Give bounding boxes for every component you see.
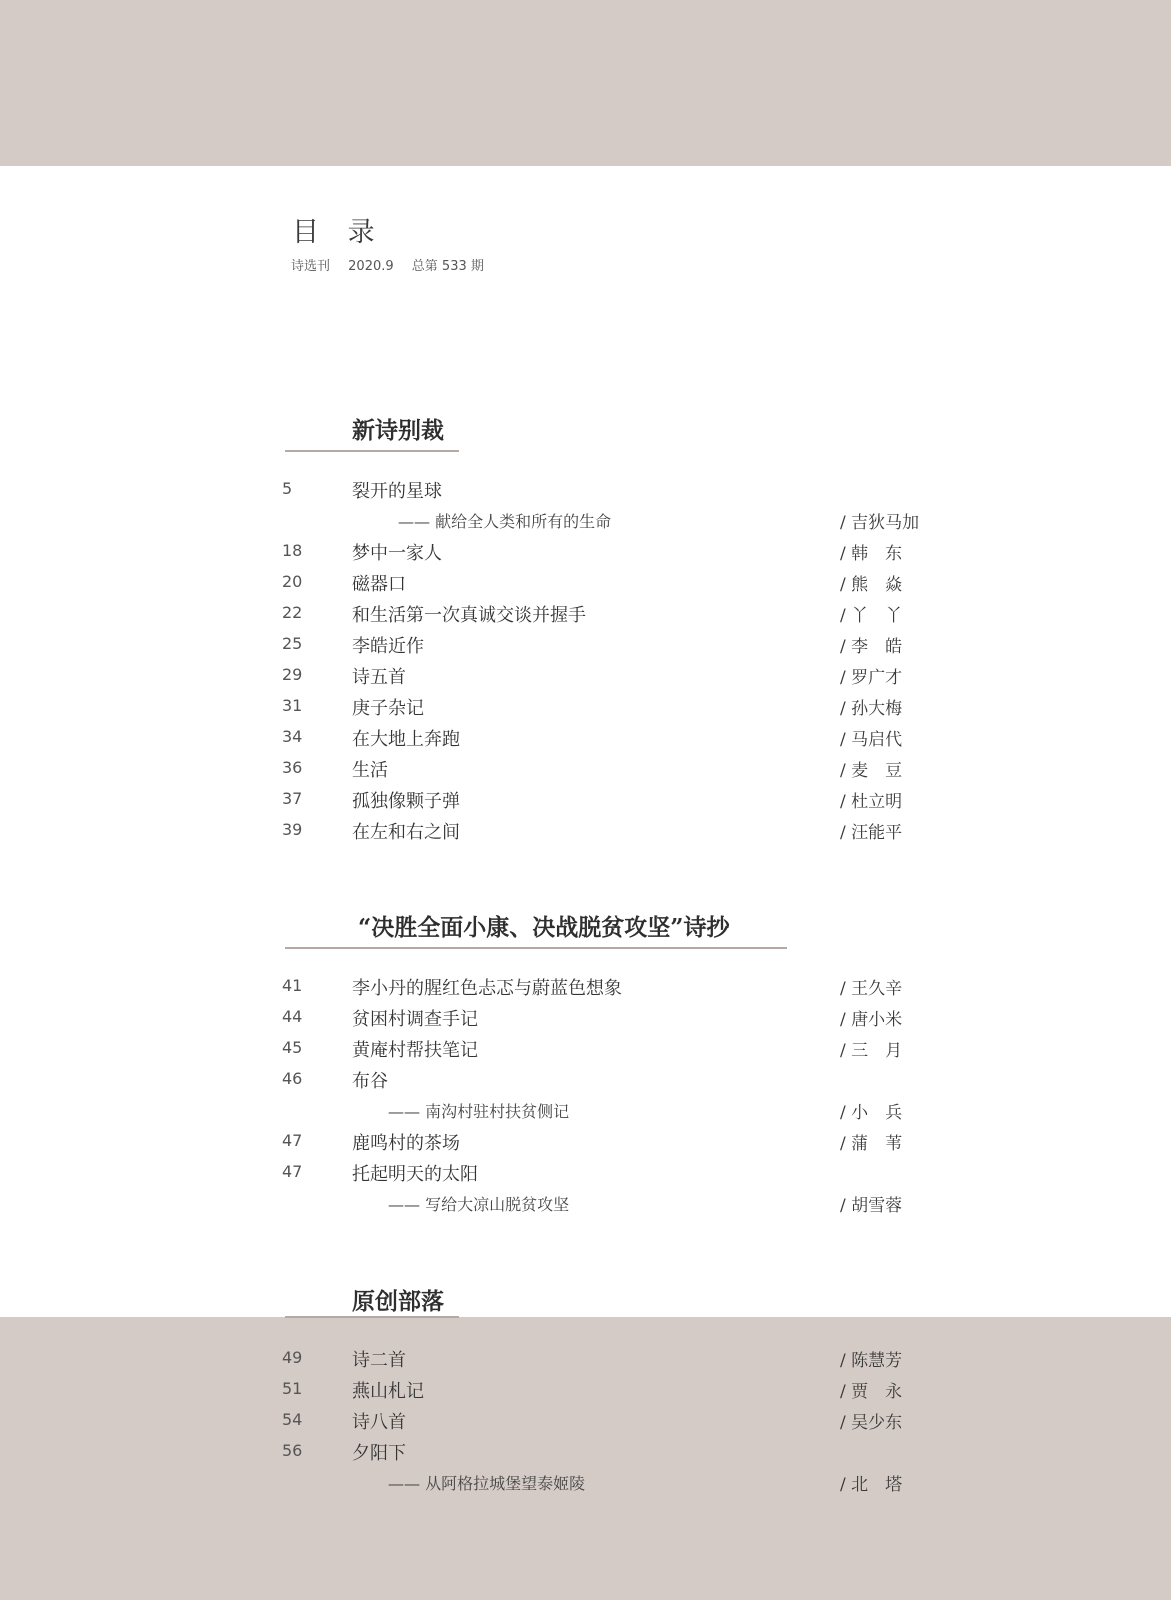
entry-title: 生活 [352,760,388,781]
entry-title: 燕山札记 [352,1381,424,1402]
entry-author: / 丫 丫 [840,606,903,626]
entry-subtitle: —— 献给全人类和所有的生命 [398,512,612,531]
entry-author: / 陈慧芳 [840,1351,903,1371]
entry-author: / 贾 永 [840,1382,903,1402]
section-title: “决胜全面小康、决战脱贫攻坚”诗抄 [358,914,730,941]
entry-author: / 罗广才 [840,668,903,688]
page-number: 20 [282,572,303,591]
entry-author: / 吉狄马加 [840,513,920,533]
toc-entry[interactable] [0,974,1171,1002]
entry-author: / 蒲 苇 [840,1134,903,1154]
entry-title: 托起明天的太阳 [352,1164,478,1185]
page-number: 44 [282,1007,303,1026]
entry-title: 磁器口 [352,574,406,595]
toc-entry[interactable] [0,1160,1171,1188]
page-number: 45 [282,1038,303,1057]
toc-entry[interactable] [0,1377,1171,1405]
toc-entry[interactable] [0,1408,1171,1436]
page-number: 31 [282,696,303,715]
section-title: 新诗别裁 [352,417,444,444]
toc-entry[interactable] [0,539,1171,567]
entry-author: / 三 月 [840,1041,903,1061]
page-number: 29 [282,665,303,684]
toc-entry[interactable] [0,1005,1171,1033]
page-number: 51 [282,1379,303,1398]
page-number: 25 [282,634,303,653]
entry-title: 在大地上奔跑 [352,729,460,750]
entry-title: 贫困村调查手记 [352,1009,478,1030]
toc-entry-subtitle-row [0,1191,1171,1219]
toc-entry[interactable] [0,1036,1171,1064]
page-number: 47 [282,1131,303,1150]
entry-title: 夕阳下 [352,1443,406,1464]
toc-entry[interactable] [0,663,1171,691]
page-number: 46 [282,1069,303,1088]
toc-entry[interactable] [0,570,1171,598]
toc-entry[interactable] [0,1439,1171,1467]
entry-author: / 杜立明 [840,792,903,812]
section-title: 原创部落 [352,1288,444,1315]
entry-author: / 唐小米 [840,1010,903,1030]
toc-entry[interactable] [0,601,1171,629]
page-number: 37 [282,789,303,808]
entry-author: / 王久辛 [840,979,903,999]
entry-author: / 胡雪蓉 [840,1196,903,1216]
issue-date: 2020.9 [348,259,394,274]
toc-entry-subtitle-row [0,508,1171,536]
entry-author: / 李 皓 [840,637,903,657]
entry-author: / 汪能平 [840,823,903,843]
page-title: 目 录 [292,217,385,248]
entry-title: 裂开的星球 [352,481,442,502]
issue-info [291,255,498,274]
section-rule [285,947,787,949]
entry-author: / 小 兵 [840,1103,903,1123]
entry-title: 诗二首 [352,1350,406,1371]
page-number: 56 [282,1441,303,1460]
entry-title: 诗五首 [352,667,406,688]
page-number: 47 [282,1162,303,1181]
entry-title: 李小丹的腥红色忐忑与蔚蓝色想象 [352,978,622,999]
toc-entry[interactable] [0,1129,1171,1157]
entry-author: / 孙大梅 [840,699,903,719]
page-number: 36 [282,758,303,777]
entry-title: 在左和右之间 [352,822,460,843]
entry-title: 和生活第一次真诚交谈并握手 [352,605,586,626]
entry-author: / 吴少东 [840,1413,903,1433]
entry-author: / 马启代 [840,730,903,750]
issue-total: 总第 533 期 [411,259,484,274]
entry-title: 梦中一家人 [352,543,442,564]
entry-title: 布谷 [352,1071,388,1092]
magazine-name: 诗选刊 [291,259,331,274]
entry-author: / 韩 东 [840,544,903,564]
entry-title: 鹿鸣村的茶场 [352,1133,460,1154]
toc-entry[interactable] [0,818,1171,846]
entry-title: 李皓近作 [352,636,424,657]
toc-entry[interactable] [0,756,1171,784]
section-rule [285,1316,459,1318]
page-number: 49 [282,1348,303,1367]
toc-entry[interactable] [0,725,1171,753]
page-number: 41 [282,976,303,995]
toc-entry-subtitle-row [0,1098,1171,1126]
page-number: 18 [282,541,303,560]
entry-author: / 熊 焱 [840,575,903,595]
page-number: 22 [282,603,303,622]
toc-entry[interactable] [0,694,1171,722]
toc-entry-subtitle-row [0,1470,1171,1498]
entry-title: 黄庵村帮扶笔记 [352,1040,478,1061]
toc-entry[interactable] [0,477,1171,505]
entry-author: / 麦 豆 [840,761,903,781]
entry-subtitle: —— 南沟村驻村扶贫侧记 [388,1102,570,1121]
toc-entry[interactable] [0,632,1171,660]
entry-title: 庚子杂记 [352,698,424,719]
top-color-band [0,0,1171,166]
page-number: 39 [282,820,303,839]
entry-author: / 北 塔 [840,1475,903,1495]
toc-entry[interactable] [0,787,1171,815]
page-number: 54 [282,1410,303,1429]
entry-title: 诗八首 [352,1412,406,1433]
page-number: 5 [282,479,293,498]
page-number: 34 [282,727,303,746]
entry-title: 孤独像颗子弹 [352,791,460,812]
toc-entry[interactable] [0,1067,1171,1095]
entry-subtitle: —— 写给大凉山脱贫攻坚 [388,1195,570,1214]
entry-subtitle: —— 从阿格拉城堡望泰姬陵 [388,1474,586,1493]
section-rule [285,450,459,452]
toc-entry[interactable] [0,1346,1171,1374]
